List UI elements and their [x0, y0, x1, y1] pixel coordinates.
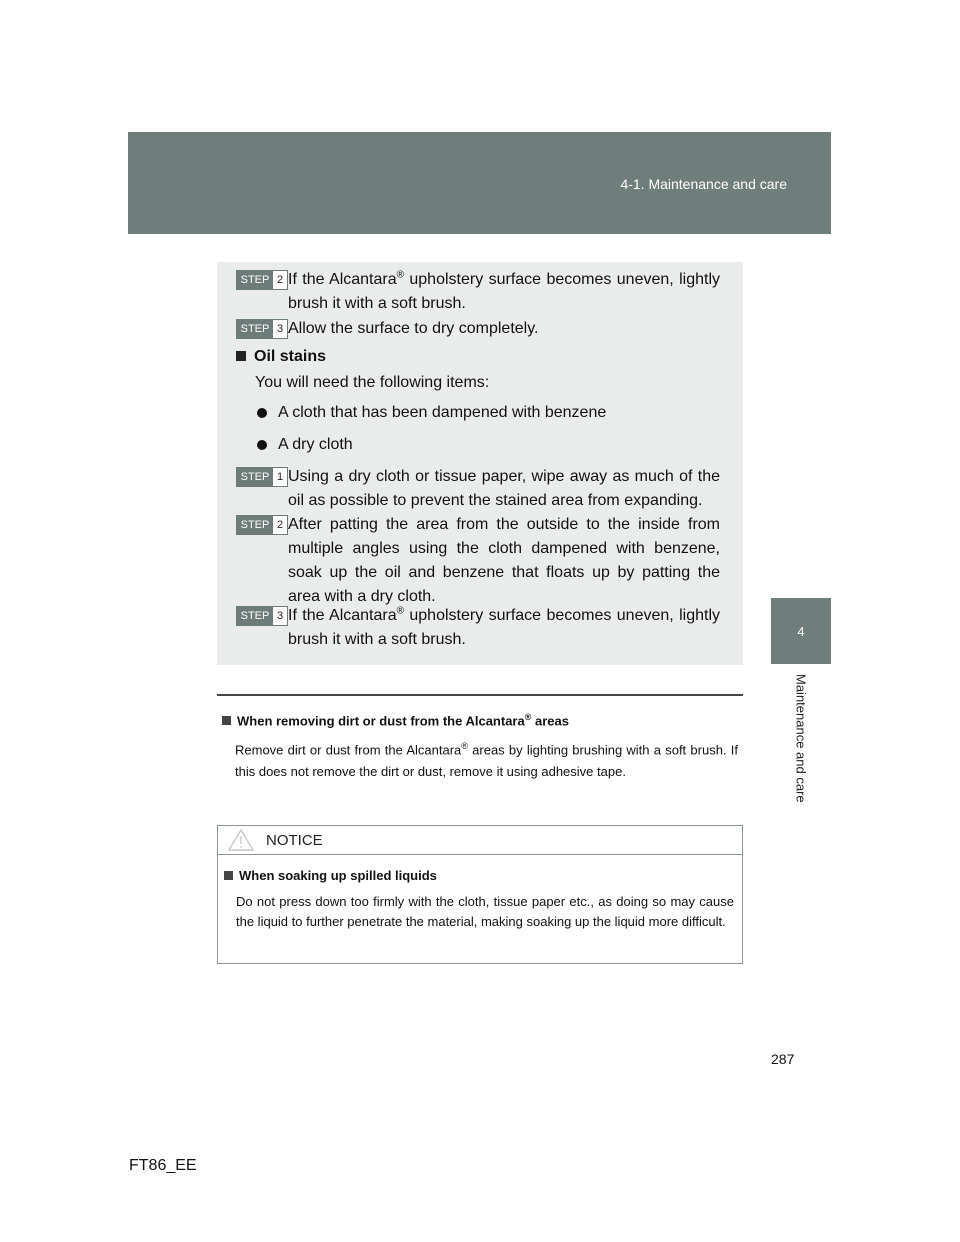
chapter-side-label	[778, 664, 824, 824]
notice-title	[224, 868, 437, 883]
step-row	[236, 317, 720, 341]
warning-triangle-icon	[228, 829, 254, 851]
step-text	[288, 268, 720, 316]
registered-mark: ®	[396, 605, 404, 617]
info-body	[235, 736, 738, 781]
step-number: 1	[276, 471, 284, 483]
list-item-text: A dry cloth	[278, 436, 353, 453]
step-label: STEP	[237, 271, 273, 289]
step-text-part: If the Alcantara	[288, 271, 397, 288]
chapter-tab	[771, 598, 831, 664]
chapter-title: Maintenance and care	[793, 674, 809, 803]
step-text	[288, 604, 720, 652]
info-title	[222, 712, 738, 728]
notice-heading: NOTICE	[266, 831, 323, 849]
step-number: 2	[276, 519, 284, 531]
step-label: STEP	[237, 516, 273, 534]
section-title: 4-1. Maintenance and care	[620, 176, 787, 192]
step-row	[236, 513, 720, 609]
registered-mark: ®	[396, 269, 404, 281]
step-text-part: upholstery surface becomes uneven, lightly brush it with a soft brush.	[288, 607, 721, 648]
page-number: 287	[771, 1051, 795, 1067]
bullet-dot-icon	[257, 408, 267, 418]
step-number: 2	[276, 274, 284, 286]
square-bullet-icon	[236, 351, 246, 361]
header-band	[128, 132, 831, 234]
notice-box	[217, 825, 743, 964]
oil-heading-text: Oil stains	[254, 348, 327, 365]
step-badge	[236, 606, 288, 626]
document-code: FT86_EE	[129, 1157, 197, 1174]
step-badge	[236, 319, 288, 339]
step-number: 3	[276, 610, 284, 622]
info-section	[222, 712, 738, 782]
notice-title-text: When soaking up spilled liquids	[239, 868, 437, 883]
section-divider	[217, 694, 743, 696]
info-body-part: areas by lighting brushing with a soft brush. If this does not remove the dirt or dust, remove it using adhesive tape.	[235, 742, 738, 779]
step-text: After patting the area from the outside to the inside from multiple angles using the cloth dampened with benzene, soak up the oil and benzene that floats up by patting the area with a dry cloth.	[288, 516, 720, 605]
square-bullet-icon	[222, 716, 231, 725]
info-body-part: Remove dirt or dust from the Alcantara	[235, 742, 462, 758]
step-text-part: If the Alcantara	[288, 607, 397, 624]
items-intro: You will need the following items:	[255, 374, 490, 391]
list-item-text: A cloth that has been dampened with benzene	[278, 404, 607, 421]
step-badge	[236, 270, 288, 290]
bullet-dot-icon	[257, 440, 267, 450]
step-row	[236, 604, 720, 652]
step-row	[236, 268, 720, 316]
instructions-box	[217, 262, 743, 665]
step-badge	[236, 515, 288, 535]
notice-header	[218, 826, 742, 855]
step-row	[236, 465, 720, 513]
registered-mark: ®	[524, 712, 532, 722]
square-bullet-icon	[224, 871, 233, 880]
info-title-part: When removing dirt or dust from the Alcantara	[237, 713, 525, 729]
chapter-number: 4	[797, 623, 805, 639]
notice-body: Do not press down too firmly with the cloth, tissue paper etc., as doing so may cause the liquid to further penetrate the material, making soaking up the liquid more difficult.	[236, 894, 734, 929]
step-label: STEP	[237, 607, 273, 625]
list-item	[257, 404, 606, 422]
step-label: STEP	[237, 468, 273, 486]
step-text: Allow the surface to dry completely.	[288, 320, 539, 337]
step-label: STEP	[237, 320, 273, 338]
step-number: 3	[276, 323, 284, 335]
step-badge	[236, 467, 288, 487]
step-text: Using a dry cloth or tissue paper, wipe away as much of the oil as possible to prevent the stained area from expanding.	[288, 468, 720, 509]
registered-mark: ®	[461, 741, 468, 752]
step-text-part: upholstery surface becomes uneven, lightly brush it with a soft brush.	[288, 271, 721, 312]
list-item	[257, 436, 353, 454]
oil-stains-heading	[236, 348, 326, 366]
info-title-part: areas	[531, 713, 569, 729]
